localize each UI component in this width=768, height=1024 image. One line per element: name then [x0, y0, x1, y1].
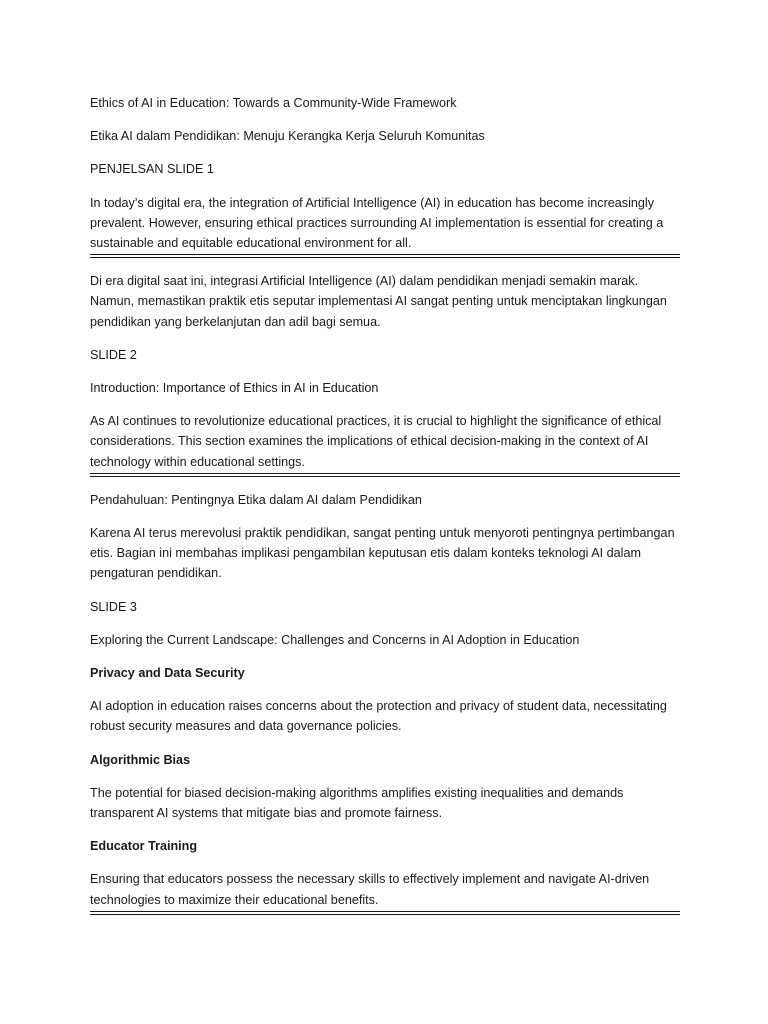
slide-2-heading-id: Pendahuluan: Pentingnya Etika dalam AI dalam Pendidikan [90, 492, 422, 507]
section-heading-bias: Algorithmic Bias [90, 752, 191, 767]
document-body [90, 93, 680, 928]
document-title-en: Ethics of AI in Education: Towards a Community-Wide Framework [90, 96, 457, 110]
slide-3-heading: Exploring the Current Landscape: Challenges and Concerns in AI Adoption in Education [90, 632, 580, 647]
double-rule-divider [90, 911, 680, 915]
slide-3-label: SLIDE 3 [90, 599, 137, 614]
training-text: Ensuring that educators possess the necessary skills to effectively implement and navigate AI-driven technologies to maximize their educational benefits. [90, 872, 650, 907]
slide-1-text-en: In today’s digital era, the integration of Artificial Intelligence (AI) in education has become increasingly prevalent. However, ensuring ethical practices surrounding AI implementation is essential for creating a sustainable and equitable educational environment for all. [90, 195, 664, 251]
section-heading-privacy: Privacy and Data Security [90, 666, 245, 681]
slide-2-text-id: Karena AI terus merevolusi praktik pendidikan, sangat penting untuk menyoroti pentingnya pertimbangan etis. Bagian ini membahas implikasi pengambilan keputusan etis dalam konteks teknologi AI dalam pengaturan pendidikan. [90, 526, 675, 581]
slide-2-text-en: As AI continues to revolutionize educational practices, it is crucial to highlight the significance of ethical considerations. This section examines the implications of ethical decision-making in the context of AI technology within educational settings. [90, 414, 662, 469]
section-heading-training: Educator Training [90, 839, 198, 854]
slide-1-label: PENJELSAN SLIDE 1 [90, 162, 214, 177]
double-rule-divider [90, 473, 680, 477]
slide-2-heading-en: Introduction: Importance of Ethics in AI in Education [90, 381, 379, 396]
privacy-text: AI adoption in education raises concerns about the protection and privacy of student data, necessitating robust security measures and data governance policies. [90, 699, 667, 734]
double-rule-divider [90, 254, 680, 258]
bias-text: The potential for biased decision-making algorithms amplifies existing inequalities and demands transparent AI systems that mitigate bias and promote fairness. [90, 785, 624, 821]
slide-2-label: SLIDE 2 [90, 347, 137, 362]
document-title-id: Etika AI dalam Pendidikan: Menuju Kerangka Kerja Seluruh Komunitas [90, 129, 485, 144]
slide-1-text-id: Di era digital saat ini, integrasi Artificial Intelligence (AI) dalam pendidikan menjadi semakin marak. Namun, memastikan praktik etis seputar implementasi AI sangat penting untuk menciptakan lingkungan pendidikan yang berkelanjutan dan adil bagi semua. [90, 274, 667, 329]
